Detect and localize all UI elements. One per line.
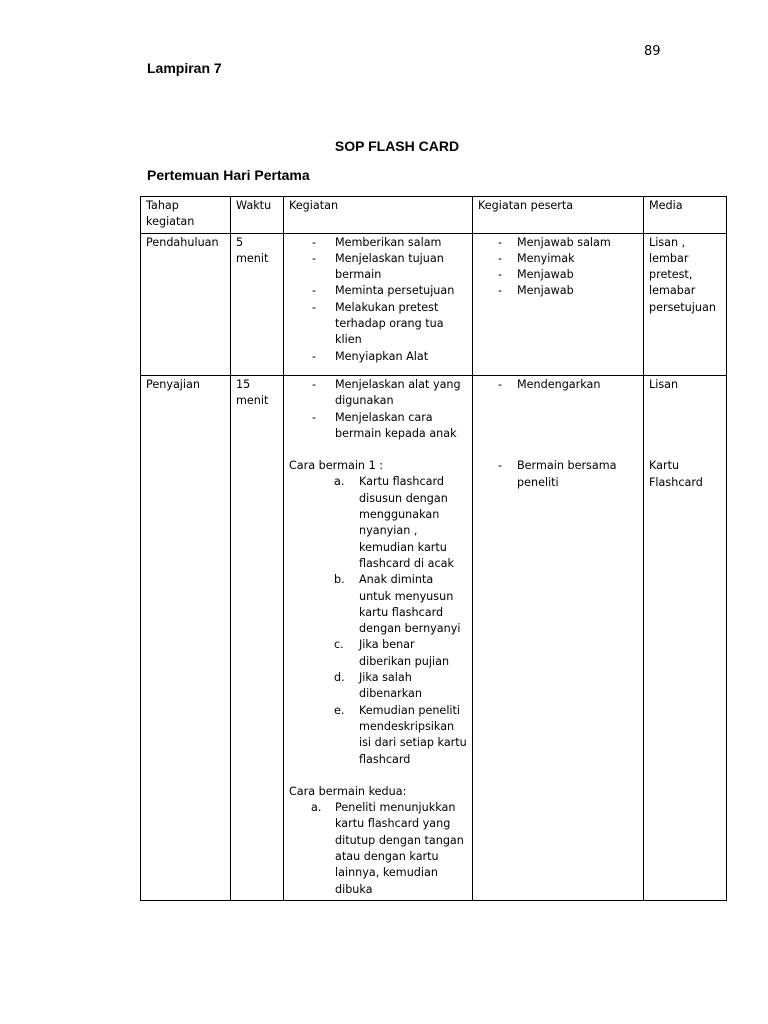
list-item — [289, 572, 467, 637]
step-marker: d. — [334, 671, 345, 685]
step-text: Anak diminta untuk menyusun kartu flashcard dengan bernyanyi — [359, 573, 461, 636]
participant-activity-list — [478, 377, 638, 393]
header-time: Waktu — [231, 197, 284, 234]
activity-cell — [284, 233, 473, 375]
document-title — [0, 138, 768, 154]
list-item: - Menyiapkan Alat — [289, 349, 467, 365]
list-item: - Mendengarkan — [478, 377, 638, 393]
document-title-text: SOP FLASH CARD — [334, 138, 460, 154]
table-row — [141, 375, 727, 900]
media-text-2: Kartu Flashcard — [649, 459, 703, 489]
list-item: - Menjawab — [478, 267, 638, 283]
activity-cell — [284, 375, 473, 900]
step-marker: a. — [334, 475, 345, 489]
appendix-label: Lampiran 7 — [147, 60, 222, 76]
header-participant-activity: Kegiatan peserta — [473, 197, 644, 234]
participant-activity-list — [478, 235, 638, 300]
step-text: Kemudian peneliti mendeskripsikan isi dari setiap kartu flashcard — [359, 703, 467, 766]
activity-list — [289, 235, 467, 365]
play-method-1-heading: Cara bermain 1 : — [289, 459, 384, 473]
list-item — [289, 474, 467, 572]
participant-activity-list-2 — [478, 458, 638, 491]
step-text: Jika salah dibenarkan — [359, 671, 422, 701]
step-marker: a. — [311, 801, 322, 815]
header-media: Media — [644, 197, 727, 234]
time-cell: 15 menit — [231, 375, 284, 900]
list-item — [289, 800, 467, 898]
step-text: Peneliti menunjukkan kartu flashcard yang ditutup dengan tangan atau dengan kartu lainnya, kemudian dibuka — [335, 801, 464, 896]
header-activity: Kegiatan — [284, 197, 473, 234]
list-item — [289, 670, 467, 703]
stage-cell: Penyajian — [141, 375, 231, 900]
list-item: - Menjelaskan tujuan bermain — [289, 251, 467, 284]
list-item: - Menjelaskan alat yang digunakan — [289, 377, 467, 410]
activity-list — [289, 377, 467, 442]
list-item: - Menjawab salam — [478, 235, 638, 251]
time-cell: 5 menit — [231, 233, 284, 375]
play-method-2-steps — [289, 800, 467, 898]
step-text: Kartu flashcard disusun dengan menggunakan nyanyian , kemudian kartu flashcard di acak — [359, 475, 454, 570]
list-item: - Melakukan pretest terhadap orang tua klien — [289, 300, 467, 349]
list-item: - Menyimak — [478, 251, 638, 267]
header-stage: Tahap kegiatan — [141, 197, 231, 234]
step-text: Jika benar diberikan pujian — [359, 638, 450, 668]
table-row — [141, 233, 727, 375]
page-number: 89 — [644, 44, 661, 59]
step-marker: c. — [334, 638, 344, 652]
step-marker: b. — [334, 573, 345, 587]
list-item: - Bermain bersama peneliti — [478, 458, 638, 491]
table-header-row — [141, 197, 727, 234]
list-item: - Menjelaskan cara bermain kepada anak — [289, 410, 467, 443]
list-item: - Meminta persetujuan — [289, 283, 467, 299]
participant-activity-cell — [473, 375, 644, 900]
list-item — [289, 637, 467, 670]
section-subtitle: Pertemuan Hari Pertama — [147, 167, 310, 183]
play-method-1-steps — [289, 474, 467, 767]
step-marker: e. — [334, 703, 345, 717]
participant-activity-cell — [473, 233, 644, 375]
stage-cell: Pendahuluan — [141, 233, 231, 375]
media-cell — [644, 375, 727, 900]
media-text: Lisan — [649, 377, 679, 391]
list-item: - Memberikan salam — [289, 235, 467, 251]
sop-table — [140, 196, 727, 901]
play-method-2-heading: Cara bermain kedua: — [289, 784, 407, 798]
list-item — [289, 703, 467, 768]
list-item: - Menjawab — [478, 283, 638, 299]
media-cell: Lisan , lembar pretest, lemabar persetujuan — [644, 233, 727, 375]
